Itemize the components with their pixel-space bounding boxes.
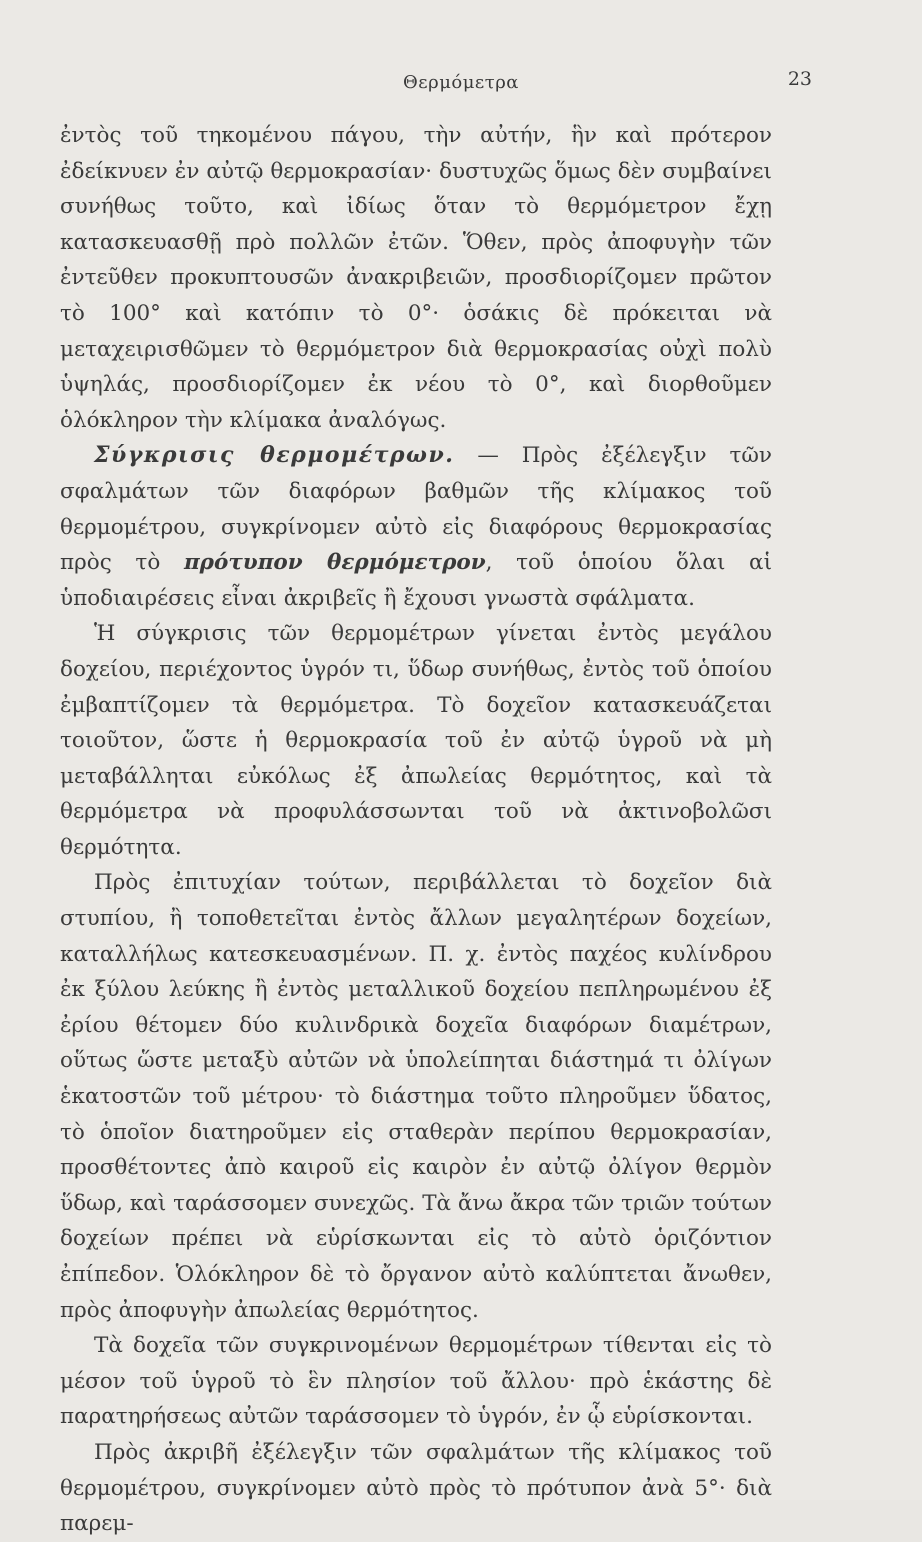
running-title: Θερμόμετρα bbox=[403, 72, 519, 93]
page-number: 23 bbox=[787, 68, 812, 90]
emphasized-term: πρότυπον θερμόμετρον bbox=[183, 550, 486, 576]
paragraph-2-text-b: , τοῦ ὁποίου ὅλαι αἱ ὑποδιαιρέσεις εἶναι ἀκριβεῖς ἢ ἔχουσι γνωστὰ σφάλματα. bbox=[60, 550, 772, 611]
paragraph-6: Πρὸς ἀκριβῆ ἐξέλεγξιν τῶν σφαλμάτων τῆς κλίμακος τοῦ θερμομέτρου, συγκρίνομεν αὐτὸ πρὸς τὸ πρότυπον ἀνὰ 5°· διὰ παρεμ- bbox=[60, 1439, 772, 1537]
section-heading: Σύγκρισις θερμομέτρων. bbox=[94, 442, 455, 469]
paragraph-5: Τὰ δοχεῖα τῶν συγκρινομένων θερμομέτρων τίθενται εἰς τὸ μέσον τοῦ ὑγροῦ τὸ ἓν πλησίον τοῦ ἄλλου· πρὸ ἑκάστης δὲ παρατηρήσεως αὐτῶν ταράσσομεν τὸ ὑγρόν, ἐν ᾧ εὑρίσκονται. bbox=[60, 1333, 772, 1430]
body-text bbox=[60, 118, 772, 1542]
paragraph-1: ἐντὸς τοῦ τηκομένου πάγου, τὴν αὐτήν, ἣν καὶ πρότερον ἐδείκνυεν ἐν αὐτῷ θερμοκρασίαν· δυστυχῶς ὅμως δὲν συμβαίνει συνήθως τοῦτο, καὶ ἰδίως ὅταν τὸ θερμόμετρον ἔχῃ κατασκευασθῇ πρὸ πολλῶν ἐτῶν. Ὅθεν, πρὸς ἀποφυγὴν τῶν ἐντεῦθεν προκυπτουσῶν ἀνακριβειῶν, προσδιορίζομεν πρῶτον τὸ 100° καὶ κατόπιν τὸ 0°· ὁσάκις δὲ πρόκειται νὰ μεταχειρισθῶμεν τὸ θερμόμετρον διὰ θερμοκρασίας οὐχὶ πολὺ ὑψηλάς, προσδιορίζομεν ἐκ νέου τὸ 0°, καὶ διορθοῦμεν ὁλόκληρον τὴν κλίμακα ἀναλόγως. bbox=[60, 123, 772, 433]
page-header bbox=[0, 68, 922, 102]
paragraph-3: Ἡ σύγκρισις τῶν θερμομέτρων γίνεται ἐντὸς μεγάλου δοχείου, περιέχοντος ὑγρόν τι, ὕδωρ συνήθως, ἐντὸς τοῦ ὁποίου ἐμβαπτίζομεν τὰ θερμόμετρα. Τὸ δοχεῖον κατασκευάζεται τοιοῦτον, ὥστε ἡ θερμοκρασία τοῦ ἐν αὐτῷ ὑγροῦ νὰ μὴ μεταβάλληται εὐκόλως ἐξ ἀπωλείας θερμότητος, καὶ τὰ θερμόμετρα νὰ προφυλάσσωνται τοῦ νὰ ἀκτινοβολῶσι θερμότητα. bbox=[60, 621, 772, 860]
paragraph-2 bbox=[60, 438, 772, 616]
paragraph-4: Πρὸς ἐπιτυχίαν τούτων, περιβάλλεται τὸ δοχεῖον διὰ στυπίου, ἢ τοποθετεῖται ἐντὸς ἄλλων μεγαλητέρων δοχείων, καταλλήλως κατεσκευασμένων. Π. χ. ἐντὸς παχέος κυλίνδρου ἐκ ξύλου λεύκης ἢ ἐντὸς μεταλλικοῦ δοχείου πεπληρωμένου ἐξ ἐρίου θέτομεν δύο κυλινδρικὰ δοχεῖα διαφόρων διαμέτρων, οὕτως ὥστε μεταξὺ αὐτῶν νὰ ὑπολείπηται διάστημά τι ὀλίγων ἑκατοστῶν τοῦ μέτρου· τὸ διάστημα τοῦτο πληροῦμεν ὕδατος, τὸ ὁποῖον διατηροῦμεν εἰς σταθερὰν περίπου θερμοκρασίαν, προσθέτοντες ἀπὸ καιροῦ εἰς καιρὸν ἐν αὐτῷ ὀλίγον θερμὸν ὕδωρ, καὶ ταράσσομεν συνεχῶς. Τὰ ἄνω ἄκρα τῶν τριῶν τούτων δοχείων πρέπει νὰ εὑρίσκωνται εἰς τὸ αὐτὸ ὁριζόντιον ἐπίπεδον. Ὁλόκληρον δὲ τὸ ὄργανον αὐτὸ καλύπτεται ἄνωθεν, πρὸς ἀποφυγὴν ἀπωλείας θερμότητος. bbox=[60, 870, 772, 1323]
paragraph-2-text-a: — Πρὸς ἐξέλεγξιν τῶν σφαλμάτων τῶν διαφόρων βαθμῶν τῆς κλίμακος τοῦ θερμομέτρου, συγκρίνομεν αὐτὸ εἰς διαφόρους θερμοκρασίας πρὸς τὸ bbox=[60, 443, 772, 576]
